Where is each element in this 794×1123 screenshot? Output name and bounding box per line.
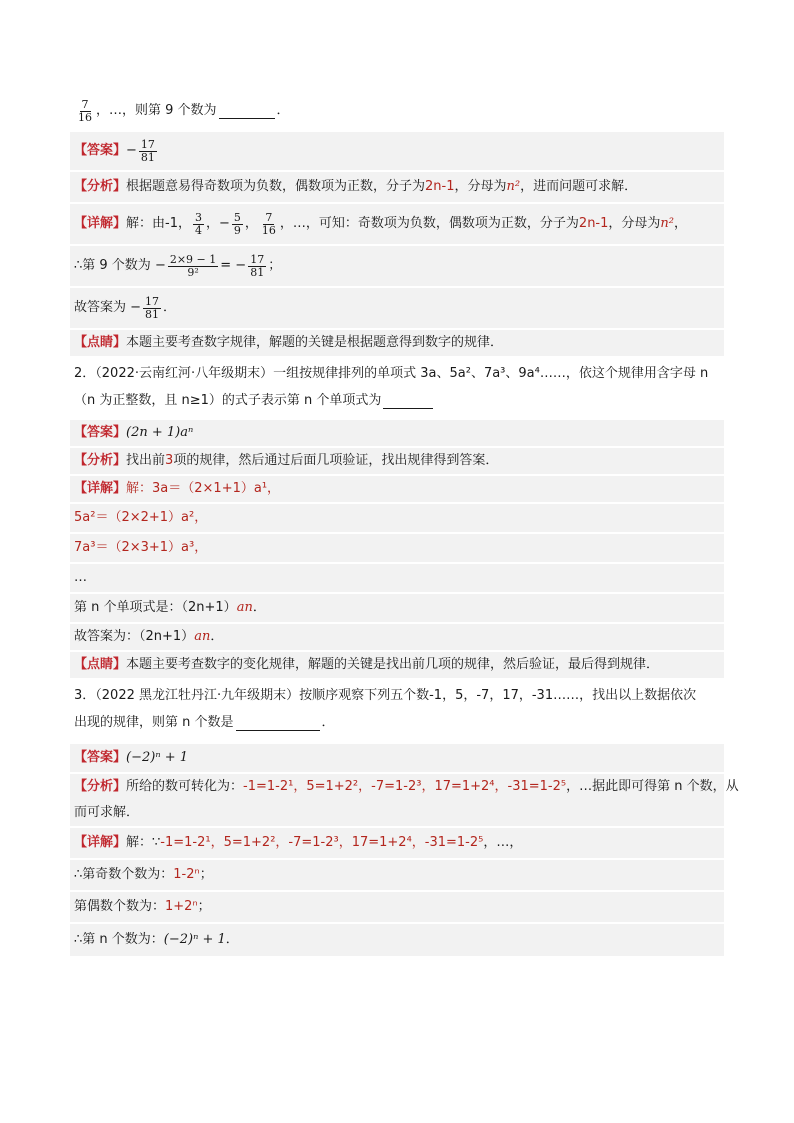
- q2-final: 故答案为：（2n+1） an ．: [70, 624, 724, 650]
- q1-final: 故答案为 − $\frac{17}{81}$ ．: [70, 288, 724, 328]
- q2-stem-line-1: 2．（2022·云南红河·八年级期末）一组按规律排列的单项式 3a、5a²、7a³、9a⁴……，依这个规律用含字母 n: [74, 366, 709, 381]
- fraction: $\frac{7}{16}$: [261, 210, 276, 237]
- q2-stem-line-2: （n 为正整数，且 n≥1）的式子表示第 n 个单项式为: [70, 388, 724, 414]
- answer-blank: [219, 104, 275, 119]
- q3-stem-line-2: 出现的规律，则第 n 个数是 ．: [74, 715, 335, 730]
- q3-answer: 【答案】 (−2)ⁿ + 1: [70, 744, 724, 772]
- q1-comment: 【点睛】 本题主要考查数字规律，解题的关键是根据题意得到数字的规律．: [70, 330, 724, 356]
- q3-detail: 【详解】 解：∵ -1=1-2¹，5=1+2²，-7=1-2³，17=1+2⁴，-31=1-2⁵ ，…，: [70, 828, 724, 858]
- q2-detail-line-3: 7a³＝（2×3+1）a³，: [70, 534, 724, 562]
- fraction: $\frac{17}{81}$: [140, 137, 155, 164]
- fraction: $\frac{2\times 9 - 1}{\text{9²}}$: [169, 252, 217, 279]
- q2-comment: 【点睛】 本题主要考查数字的变化规律，解题的关键是找出前几项的规律，然后验证，最后得到规律．: [70, 652, 724, 678]
- fraction: $\frac{5}{9}$: [233, 210, 241, 237]
- q1-answer: 【答案】 − $\frac{17}{81}$: [70, 132, 724, 170]
- q3-odd-terms: ∴第奇数个数为： 1-2ⁿ ；: [70, 860, 724, 890]
- q2-detail-line-4: …: [70, 564, 724, 592]
- q1-detail: 【详解】 解：由-1， $\frac{3}{4}$ ，− $\frac{5}{9}$ ， $\frac{7}{16}$ ，…，可知：奇数项为负数，偶数项为正数，分子为 2n-1 ，分母为 n² ，: [70, 204, 724, 244]
- answer-blank: [236, 716, 320, 731]
- q3-stem-line-1: 3．（2022 黑龙江牡丹江·九年级期末）按顺序观察下列五个数-1，5，-7，17，-31……，找出以上数据依次: [74, 688, 697, 703]
- q2-detail: 【详解】 解：3a＝（2×1+1）a¹，: [70, 476, 724, 502]
- q3-analysis-line-2: 而可求解．: [70, 800, 724, 826]
- q3-analysis: 【分析】 所给的数可转化为： -1=1-2¹，5=1+2²，-7=1-2³，17=1+2⁴，-31=1-2⁵ ，…据此即可得第 n 个数，从: [70, 774, 724, 800]
- q2-analysis: 【分析】 找出前 3 项的规律，然后通过后面几项验证，找出规律得到答案．: [70, 448, 724, 474]
- fraction: $\frac{17}{81}$: [250, 252, 265, 279]
- fraction: $\frac{17}{81}$: [145, 294, 160, 321]
- q2-answer: 【答案】 (2n + 1)aⁿ: [70, 420, 724, 446]
- q3-nth-term: ∴第 n 个数为： (−2)ⁿ + 1 ．: [70, 924, 724, 956]
- q1-analysis: 【分析】 根据题意易得奇数项为负数，偶数项为正数，分子为 2n-1 ，分母为 n² ，进而问题可求解．: [70, 172, 724, 202]
- fraction: $\frac{7}{16}$: [78, 97, 92, 124]
- q1-stem-line: $\frac{7}{16}$ ，…，则第 9 个数为 ．: [78, 97, 290, 124]
- q2-detail-line-2: 5a²＝（2×2+1）a²，: [70, 504, 724, 532]
- answer-blank: [383, 394, 433, 409]
- q3-even-terms: 第偶数个数为： 1+2ⁿ ；: [70, 892, 724, 922]
- document-page: [70, 92, 739, 956]
- q1-ninth-term: ∴第 9 个数为 − $\frac{2\times 9 - 1}{\text{9²}}$ = − $\frac{17}{81}$ ；: [70, 246, 724, 286]
- q2-detail-line-5: 第 n 个单项式是：（2n+1） an ．: [70, 594, 724, 622]
- fraction: $\frac{3}{4}$: [194, 210, 202, 237]
